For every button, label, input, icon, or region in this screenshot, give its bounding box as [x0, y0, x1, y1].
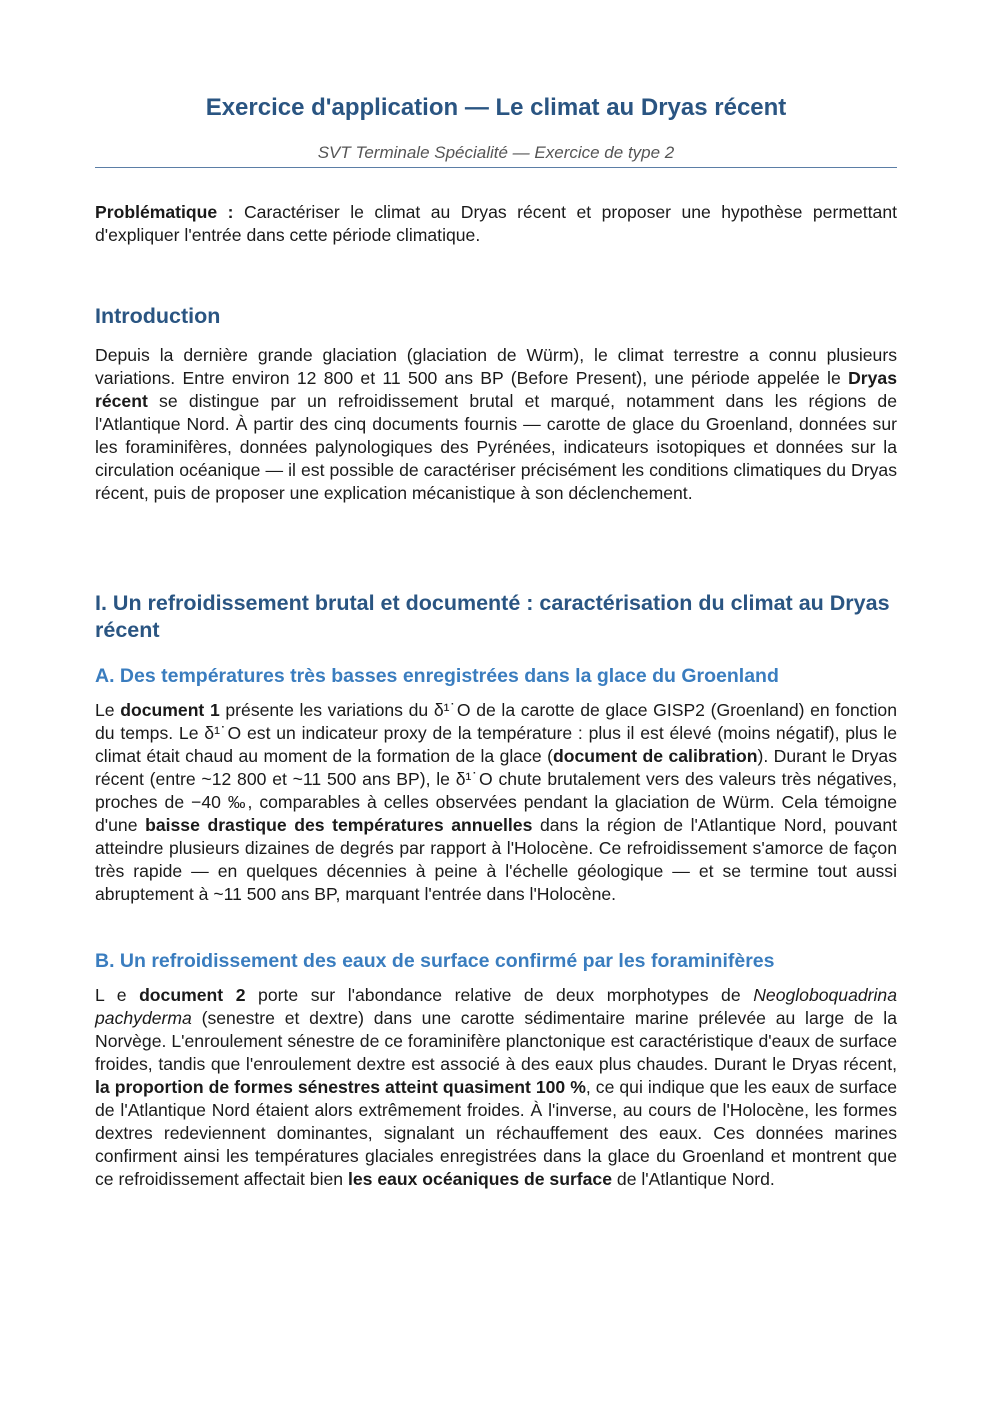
intro-text-2: se distingue par un refroidissement brutal et marqué, notamment dans les régions de l'Atlantique Nord. À partir des cinq documents fournis — carotte de glace du Groenland, données sur les foraminifères, données palynologiques des Pyrénées, indicateurs isotopiques et données sur la circulation océanique — il est possible de caractériser précisément les conditions climatiques du Dryas récent, puis de proposer une explication mécanistique à son déclenchement. — [95, 391, 897, 503]
problematique-label: Problématique : — [95, 202, 234, 222]
A-bold-baisse: baisse drastique des températures annuelles — [145, 815, 533, 835]
page-title: Exercice d'application — Le climat au Dryas récent — [205, 94, 787, 121]
part1-heading: I. Un refroidissement brutal et documenté : caractérisation du climat au Dryas récent — [95, 591, 890, 642]
part1-A-paragraph — [95, 699, 897, 906]
intro-bold-dryas: Dryas récent — [95, 368, 897, 411]
intro-text-1: Depuis la dernière grande glaciation (glaciation de Würm), le climat terrestre a connu plusieurs variations. Entre environ 12 800 et 11 500 ans BP (Before Present), une période appelée le — [95, 345, 897, 388]
B-bold-proportion: la proportion de formes sénestres atteint quasiment 100 % — [95, 1077, 586, 1097]
introduction-paragraph — [95, 344, 897, 505]
A-text-1: Le — [95, 700, 121, 720]
B-bold-document2: document 2 — [139, 985, 246, 1005]
B-text-1: L e — [95, 985, 140, 1005]
problematique-text: Caractériser le climat au Dryas récent et proposer une hypothèse permettant d'expliquer l'entrée dans cette période climatique. — [95, 202, 898, 245]
page-subtitle: SVT Terminale Spécialité — Exercice de type 2 — [317, 143, 675, 162]
B-italic-species: Neogloboquadrina pachyderma — [95, 985, 898, 1028]
problematique-paragraph — [95, 201, 897, 247]
part1-B-heading: B. Un refroidissement des eaux de surface confirmé par les foraminifères — [95, 950, 775, 972]
B-text-3: (senestre et dextre) dans une carotte sédimentaire marine prélevée au large de la Norvège. L'enroulement sénestre de ce foraminifère planctonique est caractéristique d'eaux de surface froides, tandis que l'enroulement dextre est associé à des eaux plus chaudes. Durant le Dryas récent, — [95, 1008, 897, 1074]
B-text-4: , ce qui indique que les eaux de surface de l'Atlantique Nord étaient alors extrêmement froides. À l'inverse, au cours de l'Holocène, les formes dextres redeviennent dominantes, signalant un réchauffement des eaux. Ces données marines confirment ainsi les températures glaciales enregistrées dans la glace du Groenland et montrent que ce refroidissement affectait bien — [95, 1077, 898, 1189]
part1-A-heading: A. Des températures très basses enregistrées dans la glace du Groenland — [95, 665, 779, 687]
B-bold-eaux: les eaux océaniques de surface — [347, 1169, 613, 1189]
B-text-5: de l'Atlantique Nord. — [612, 1169, 775, 1189]
A-text-2: présente les variations du δ¹˙O de la carotte de glace GISP2 (Groenland) en fonction du temps. Le δ¹˙O est un indicateur proxy de la température : plus il est élevé (moins négatif), plus le climat était chaud au moment de la formation de la glace ( — [95, 700, 897, 766]
A-bold-document1: document 1 — [120, 700, 220, 720]
introduction-heading: Introduction — [95, 304, 221, 328]
part1-B-paragraph — [95, 984, 897, 1191]
A-bold-calibration: document de calibration — [553, 746, 758, 766]
header-divider — [95, 167, 897, 168]
B-text-2: porte sur l'abondance relative de deux morphotypes de — [245, 985, 754, 1005]
A-text-4: dans la région de l'Atlantique Nord, pouvant atteindre plusieurs dizaines de degrés par rapport à l'Holocène. Ce refroidissement s'amorce de façon très rapide — en quelques décennies à peine à l'échelle géologique — et se termine tout aussi abruptement à ~11 500 ans BP, marquant l'entrée dans l'Holocène. — [95, 815, 897, 904]
A-text-3: ). Durant le Dryas récent (entre ~12 800 et ~11 500 ans BP), le δ¹˙O chute brutalement vers des valeurs très négatives, proches de −40 ‰, comparables à celles observées pendant la glaciation de Würm. Cela témoigne d'une — [95, 746, 898, 835]
